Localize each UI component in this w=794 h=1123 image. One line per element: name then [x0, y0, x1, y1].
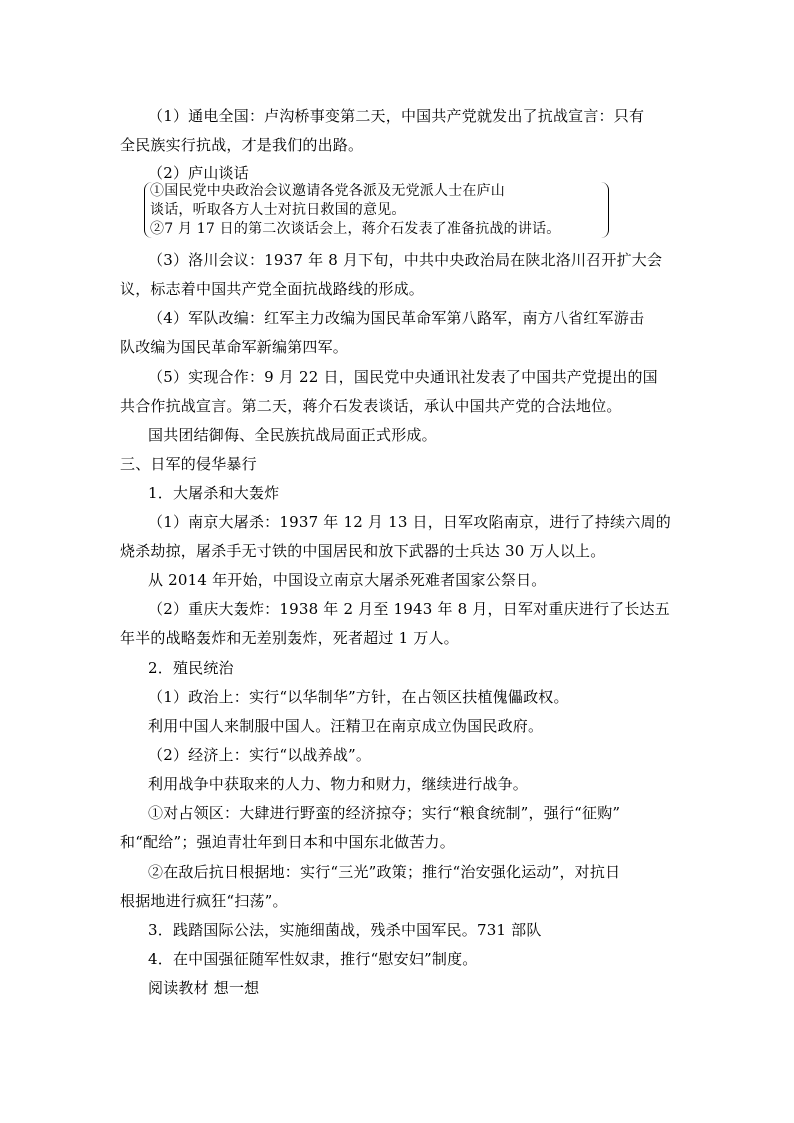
paragraph-line: （1）通电全国：卢沟桥事变第二天，中国共产党就发出了抗战宣言：只有 [148, 107, 645, 125]
paragraph-line: （3）洛川会议：1937 年 8 月下旬，中共中央政治局在陕北洛川召开扩大会 [148, 251, 663, 269]
paragraph-line: 国共团结御侮、全民族抗战局面正式形成。 [148, 426, 437, 444]
paragraph-line: （2）重庆大轰炸：1938 年 2 月至 1943 年 8 月，日军对重庆进行了长达五 [148, 600, 670, 618]
paragraph-line: ②在敌后抗日根据地：实行“三光”政策；推行“治安强化运动”，对抗日 [148, 863, 621, 881]
paragraph-line: 议，标志着中国共产党全面抗战路线的形成。 [120, 280, 425, 298]
bracketed-note-line: 谈话，听取各方人士对抗日救国的意见。 [150, 202, 406, 218]
paragraph-line: 从 2014 年开始，中国设立南京大屠杀死难者国家公祭日。 [148, 571, 547, 589]
paragraph-line: 根据地进行疯狂“扫荡”。 [120, 892, 288, 910]
paragraph-line: 队改编为国民革命军新编第四军。 [120, 338, 349, 356]
paragraph-line: 全民族实行抗战，才是我们的出路。 [120, 136, 364, 154]
bracketed-note-line: ①国民党中央政治会议邀请各党各派及无党派人士在庐山 [150, 183, 505, 199]
subsection-heading: 2．殖民统治 [148, 659, 234, 677]
paragraph-line: （5）实现合作：9 月 22 日，国民党中央通讯社发表了中国共产党提出的国 [148, 368, 658, 386]
paragraph-line: （1）政治上：实行“以华制华”方针，在占领区扶植傀儡政权。 [148, 688, 569, 706]
paragraph-line: （1）南京大屠杀：1937 年 12 月 13 日，日军攻陷南京，进行了持续六周的 [148, 513, 671, 531]
paragraph-line: 4．在中国强征随军性奴隶，推行“慰安妇”制度。 [148, 950, 478, 968]
subsection-heading: 1．大屠杀和大轰炸 [148, 484, 280, 502]
section-heading: （2）庐山谈话 [148, 164, 249, 182]
paragraph-line: 和“配给”；强迫青壮年到日本和中国东北做苦力。 [120, 833, 455, 851]
paragraph-line: 共合作抗战宣言。第二天，蒋介石发表谈话，承认中国共产党的合法地位。 [120, 397, 622, 415]
bracketed-note-line: ②7 月 17 日的第二次谈话会上，蒋介石发表了准备抗战的讲话。 [150, 221, 561, 237]
paragraph-line: 年半的战略轰炸和无差别轰炸，死者超过 1 万人。 [120, 629, 459, 647]
paragraph-line: 利用战争中获取来的人力、物力和财力，继续进行战争。 [148, 775, 529, 793]
right-brace [600, 182, 609, 238]
paragraph-line: （4）军队改编：红军主力改编为国民革命军第八路军，南方八省红军游击 [148, 309, 645, 327]
paragraph-line: 3．践踏国际公法，实施细菌战，残杀中国军民。731 部队 [148, 921, 542, 939]
paragraph-line: 烧杀劫掠，屠杀手无寸铁的中国居民和放下武器的士兵达 30 万人以上。 [120, 542, 606, 560]
paragraph-line: ①对占领区：大肆进行野蛮的经济掠夺；实行“粮食统制”，强行“征购” [148, 804, 621, 822]
paragraph-line: 利用中国人来制服中国人。汪精卫在南京成立伪国民政府。 [148, 717, 544, 735]
paragraph-line: 阅读教材 想一想 [148, 979, 260, 997]
paragraph-line: （2）经济上：实行“以战养战”。 [148, 746, 372, 764]
section-heading: 三、日军的侵华暴行 [120, 455, 257, 473]
